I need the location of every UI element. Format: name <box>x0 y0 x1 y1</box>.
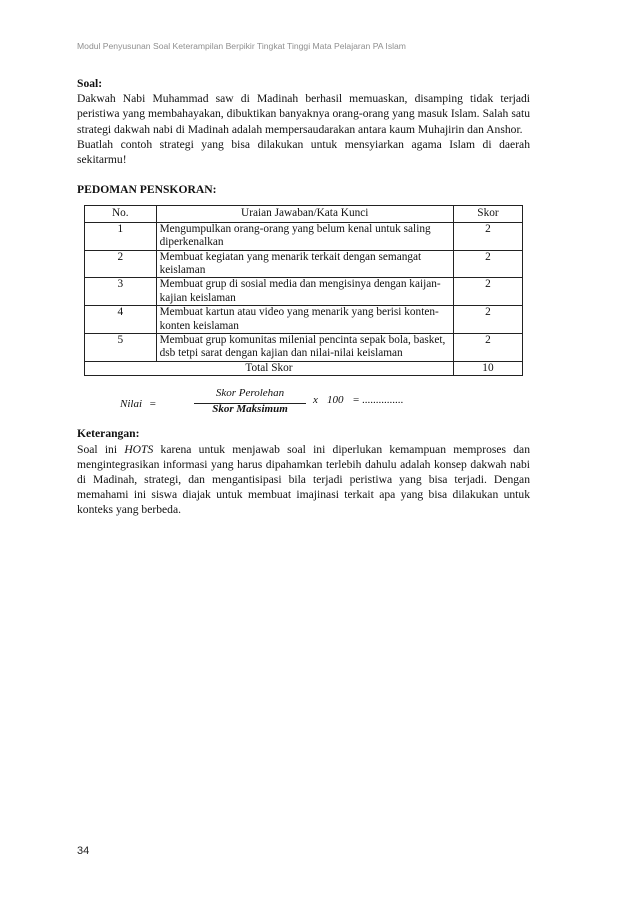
keterangan-heading: Keterangan: <box>77 427 140 441</box>
row-no: 1 <box>85 222 157 250</box>
column-header-no: No. <box>85 206 157 222</box>
formula-result: = ............... <box>353 394 404 407</box>
score-formula <box>77 386 530 426</box>
column-header-skor: Skor <box>453 206 522 222</box>
soal-heading: Soal: <box>77 77 103 90</box>
formula-lhs: Nilai <box>120 398 143 411</box>
soal-paragraph-2: Buatlah contoh strategi yang bisa dilakukan untuk mensyiarkan agama Islam di daerah sekitarmu! <box>77 137 530 167</box>
keterangan-text-after: karena untuk menjawab soal ini diperlukan kemampuan memproses dan mengintegrasikan informasi yang harus dipahamkan terlebih dahulu adalah konsep dakwah nabi di Madinah, strategi, dan mengantisipasi bila terjadi peristiwa yang bisa terjadi. Dengan memahami ini siswa diajak untuk membuat imajinasi terkait apa yang bisa dilakukan untuk konteks yang berbeda. <box>77 442 530 517</box>
table-row <box>85 250 523 278</box>
table-row <box>85 222 523 250</box>
row-uraian: Membuat kegiatan yang menarik terkait dengan semangat keislaman <box>156 250 453 278</box>
table-header-row <box>85 206 523 222</box>
keterangan-text-before: Soal ini <box>77 442 125 456</box>
running-header: Modul Penyusunan Soal Keterampilan Berpikir Tingkat Tinggi Mata Pelajaran PA Islam <box>77 41 406 51</box>
total-value: 10 <box>453 361 522 375</box>
row-skor: 2 <box>453 250 522 278</box>
page-number: 34 <box>77 845 90 857</box>
row-no: 5 <box>85 334 157 362</box>
row-skor: 2 <box>453 334 522 362</box>
table-row <box>85 306 523 334</box>
soal-paragraph-1: Dakwah Nabi Muhammad saw di Madinah berhasil memuaskan, disamping tidak terjadi peristiwa yang membahayakan, dibuktikan banyaknya orang-orang yang masuk Islam. Salah satu strategi dakwah nabi di Madinah adalah mempersaudarakan antara kaum Muhajirin dan Anshor. <box>77 92 530 136</box>
formula-multiplier: 100 <box>327 394 344 407</box>
row-uraian: Membuat grup komunitas milenial pencinta sepak bola, basket, dsb tetpi sarat dengan kajian dan nilai-nilai keislaman <box>156 334 453 362</box>
table-row <box>85 278 523 306</box>
formula-numerator: Skor Perolehan <box>194 386 306 403</box>
table-total-row <box>85 361 523 375</box>
row-skor: 2 <box>453 222 522 250</box>
formula-denominator: Skor Maksimum <box>212 403 288 416</box>
total-label: Total Skor <box>85 361 454 375</box>
column-header-uraian: Uraian Jawaban/Kata Kunci <box>156 206 453 222</box>
keterangan-hots: HOTS <box>124 442 154 456</box>
page-content <box>77 76 530 518</box>
row-no: 3 <box>85 278 157 306</box>
row-uraian: Mengumpulkan orang-orang yang belum kenal untuk saling diperkenalkan <box>156 222 453 250</box>
formula-times: x <box>313 394 318 407</box>
row-no: 2 <box>85 250 157 278</box>
keterangan-paragraph <box>77 442 530 518</box>
row-no: 4 <box>85 306 157 334</box>
pedoman-heading: PEDOMAN PENSKORAN: <box>77 183 217 197</box>
row-uraian: Membuat kartun atau video yang menarik yang berisi konten-konten keislaman <box>156 306 453 334</box>
row-uraian: Membuat grup di sosial media dan mengisinya dengan kaijan-kajian keislaman <box>156 278 453 306</box>
formula-equals: = <box>149 398 157 411</box>
scoring-table <box>84 205 523 376</box>
row-skor: 2 <box>453 306 522 334</box>
table-row <box>85 334 523 362</box>
scoring-table-wrapper <box>84 205 523 376</box>
row-skor: 2 <box>453 278 522 306</box>
